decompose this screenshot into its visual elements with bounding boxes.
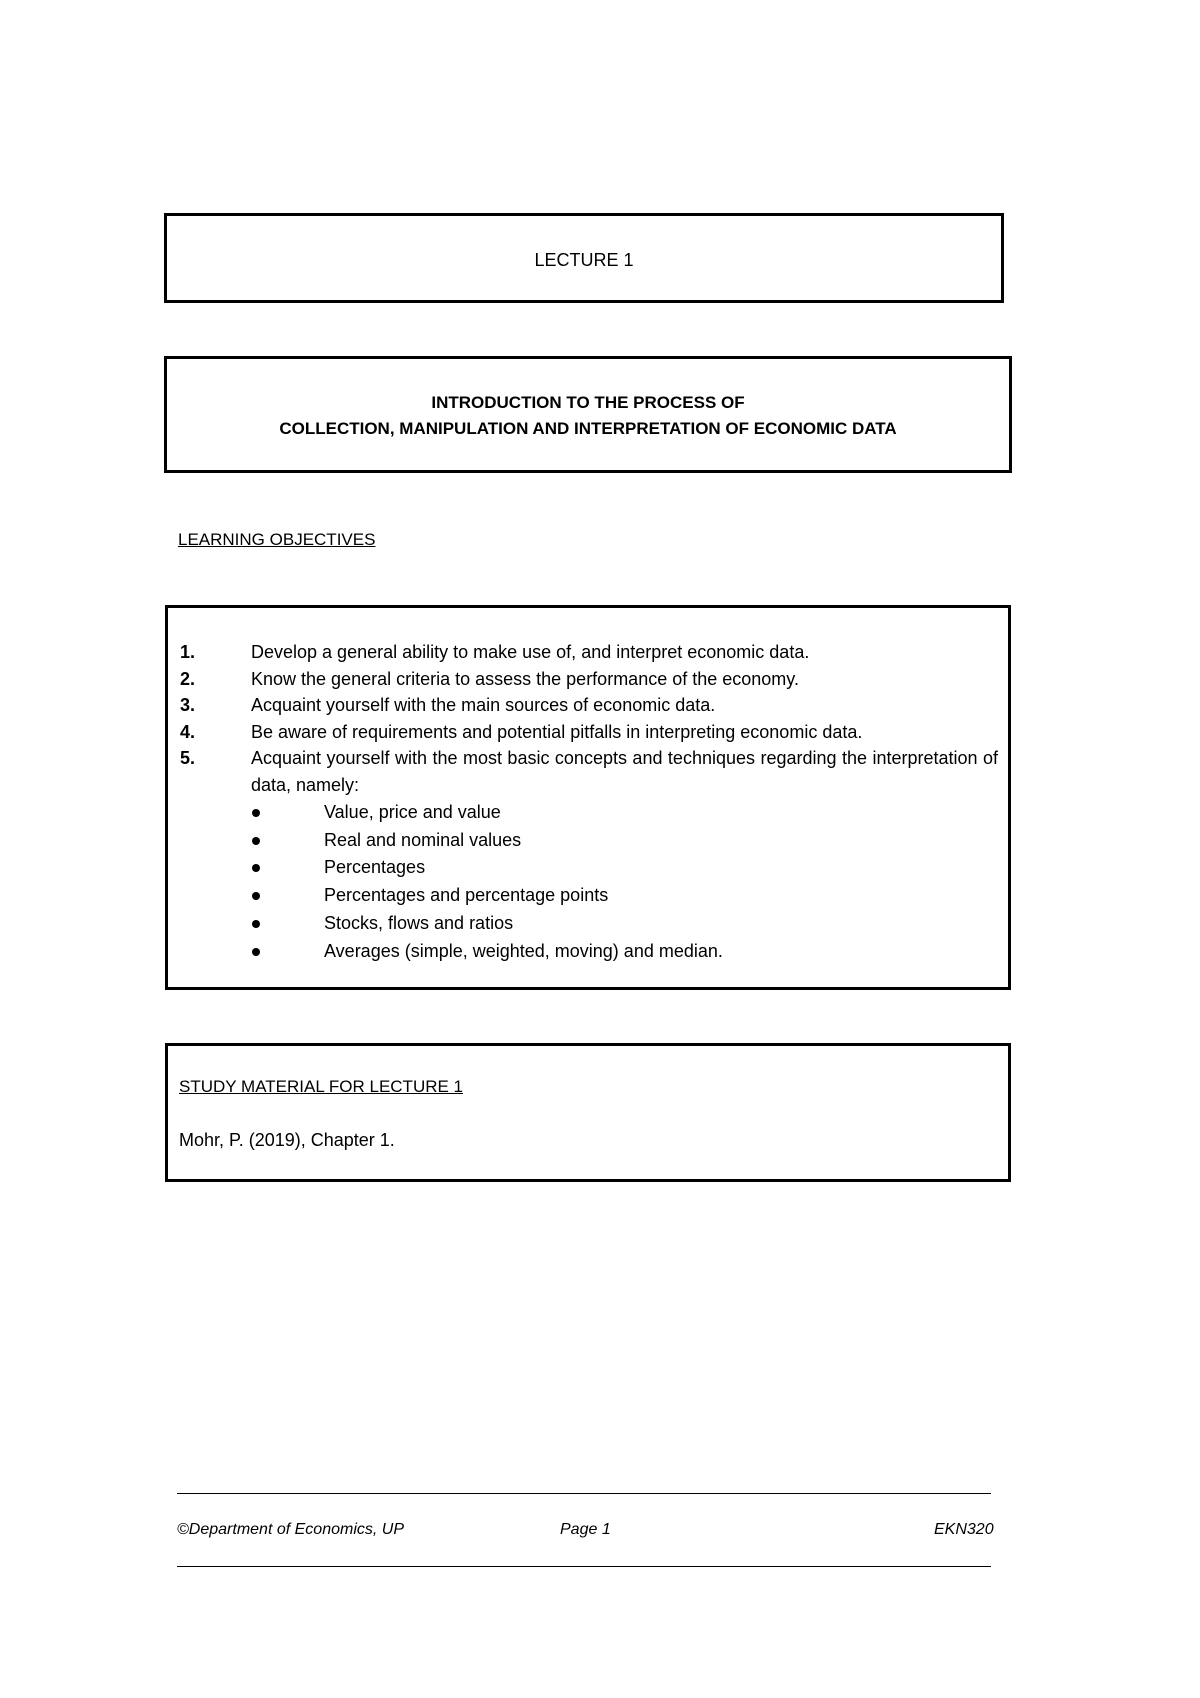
concept-bullet-text: Stocks, flows and ratios bbox=[324, 913, 514, 933]
lecture-box bbox=[164, 213, 1004, 303]
learning-objectives-heading: LEARNING OBJECTIVES bbox=[178, 530, 376, 549]
bullet-icon bbox=[252, 809, 260, 817]
lecture-title: LECTURE 1 bbox=[534, 250, 634, 270]
objective-text: Acquaint yourself with the main sources of economic data. bbox=[251, 695, 716, 715]
objective-number: 3. bbox=[180, 695, 196, 715]
concept-bullet-text: Value, price and value bbox=[324, 802, 501, 822]
objective-number: 1. bbox=[180, 642, 196, 662]
objective-number: 4. bbox=[180, 722, 196, 742]
study-material-heading: STUDY MATERIAL FOR LECTURE 1 bbox=[179, 1077, 464, 1096]
study-material-box bbox=[165, 1043, 1011, 1182]
footer-rule-bottom bbox=[177, 1566, 991, 1567]
bullet-icon bbox=[252, 864, 260, 872]
learning-objectives-box bbox=[165, 605, 1011, 990]
objective-text: Be aware of requirements and potential pitfalls in interpreting economic data. bbox=[251, 722, 863, 742]
objective-text: Develop a general ability to make use of, and interpret economic data. bbox=[251, 642, 810, 662]
bullet-icon bbox=[252, 837, 260, 845]
objective-text: Know the general criteria to assess the performance of the economy. bbox=[251, 669, 799, 689]
concept-bullet-text: Averages (simple, weighted, moving) and median. bbox=[324, 941, 723, 961]
footer-rule-top bbox=[177, 1493, 991, 1494]
study-material-reference: Mohr, P. (2019), Chapter 1. bbox=[179, 1130, 395, 1150]
intro-title-box bbox=[164, 356, 1012, 473]
footer-page-number: Page 1 bbox=[560, 1521, 611, 1538]
bullet-icon bbox=[252, 920, 260, 928]
objective-number: 2. bbox=[180, 669, 196, 689]
intro-title-line-1: INTRODUCTION TO THE PROCESS OF bbox=[431, 393, 745, 412]
concept-bullet-text: Percentages bbox=[324, 857, 426, 877]
objective-number: 5. bbox=[180, 748, 196, 768]
concept-bullet-text: Real and nominal values bbox=[324, 830, 522, 850]
objective-text: Acquaint yourself with the most basic concepts and techniques regarding the interpretation of data, namely: bbox=[251, 748, 998, 795]
concept-bullet-text: Percentages and percentage points bbox=[324, 885, 609, 905]
bullet-icon bbox=[252, 892, 260, 900]
intro-title-line-2: COLLECTION, MANIPULATION AND INTERPRETATION OF ECONOMIC DATA bbox=[279, 419, 897, 438]
footer-course-code: EKN320 bbox=[934, 1521, 994, 1538]
footer-copyright: ©Department of Economics, UP bbox=[177, 1521, 404, 1538]
bullet-icon bbox=[252, 948, 260, 956]
